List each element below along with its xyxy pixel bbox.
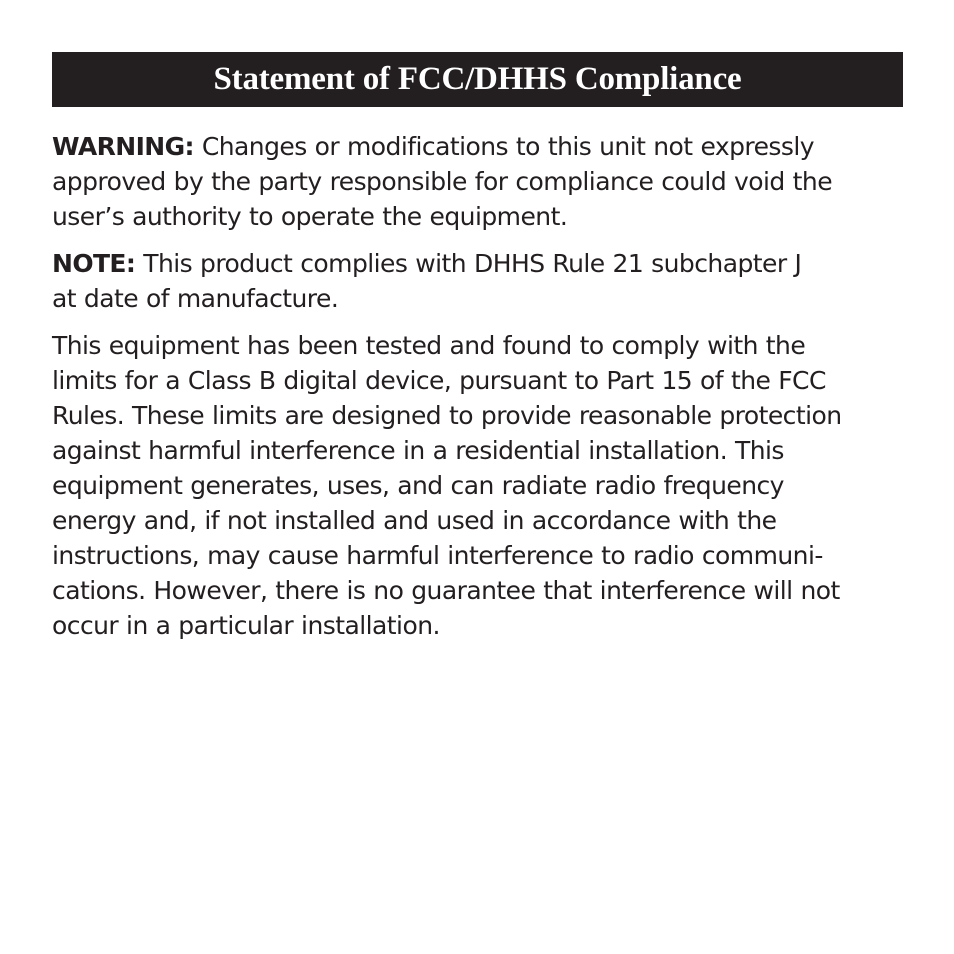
note-line: at date of manufacture. (52, 284, 339, 313)
title-banner (52, 52, 903, 107)
warning-line: approved by the party responsible for compliance could void the (52, 167, 833, 196)
fcc-statement-paragraph (52, 328, 903, 643)
compliance-page (52, 52, 903, 655)
fcc-line: against harmful interference in a residential installation. This (52, 436, 784, 465)
warning-paragraph (52, 129, 903, 234)
fcc-line: Rules. These limits are designed to provide reasonable protection (52, 401, 842, 430)
compliance-text (52, 129, 903, 643)
fcc-line: equipment generates, uses, and can radiate radio frequency (52, 471, 784, 500)
fcc-line: limits for a Class B digital device, pursuant to Part 15 of the FCC (52, 366, 826, 395)
warning-label: WARNING: (52, 132, 194, 161)
fcc-line: instructions, may cause harmful interference to radio communi- (52, 541, 823, 570)
note-line: This product complies with DHHS Rule 21 subchapter J (143, 249, 802, 278)
note-paragraph (52, 246, 903, 316)
page-title: Statement of FCC/DHHS Compliance (213, 61, 742, 97)
warning-line: user’s authority to operate the equipment. (52, 202, 568, 231)
fcc-line: cations. However, there is no guarantee that interference will not (52, 576, 840, 605)
fcc-line: energy and, if not installed and used in accordance with the (52, 506, 777, 535)
note-label: NOTE: (52, 249, 136, 278)
warning-line: Changes or modifications to this unit not expressly (201, 132, 815, 161)
fcc-line: occur in a particular installation. (52, 611, 440, 640)
fcc-line: This equipment has been tested and found to comply with the (52, 331, 806, 360)
